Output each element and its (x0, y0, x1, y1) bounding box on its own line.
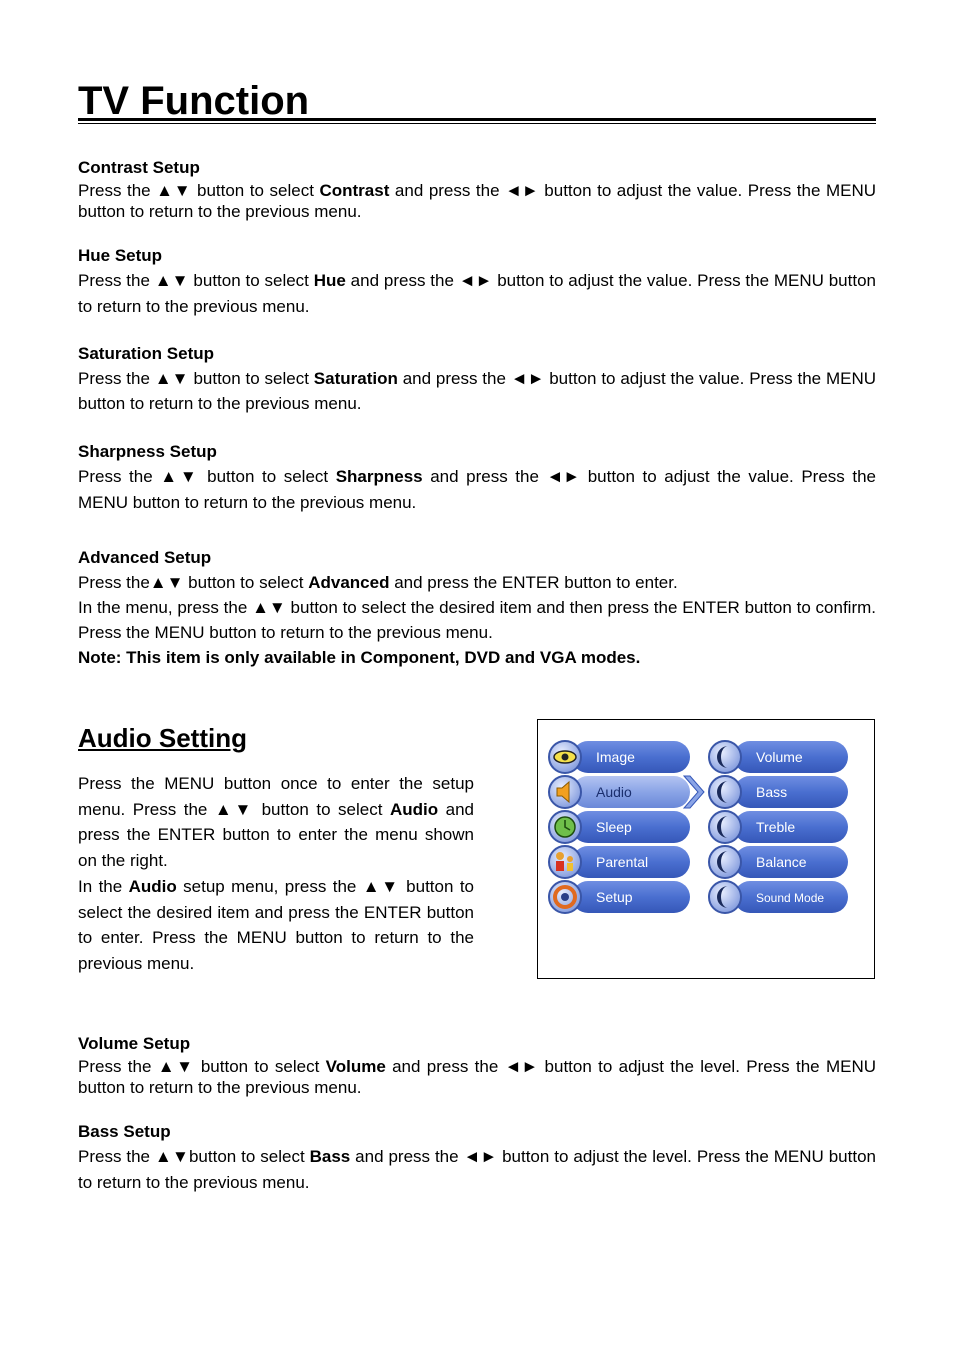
page-title: TV Function (78, 79, 310, 123)
family-icon-body-1 (556, 861, 564, 871)
hue-heading: Hue Setup (78, 246, 163, 265)
volume-heading: Volume Setup (78, 1034, 191, 1053)
submenu-item-volume-label: Volume (756, 749, 803, 765)
submenu-item-treble[interactable] (709, 811, 848, 843)
volume-text-2: and press the ◄► button to adjust the level. Press the MENU button to return to the previous menu. (78, 1057, 876, 1097)
audio-p2-keyword: Audio (128, 876, 177, 896)
contrast-text-1: Press the ▲▼ button to select (78, 181, 320, 200)
contrast-text-2: and press the ◄► button to adjust the value. Press the MENU button to return to the previous menu. (78, 181, 877, 221)
bass-heading: Bass Setup (78, 1122, 171, 1141)
audio-p2-text-2: setup menu, press the ▲▼ button to select the desired item and press the ENTER button to enter. Press the MENU button to return to the previous menu. (78, 876, 474, 973)
advanced-keyword: Advanced (308, 573, 390, 592)
advanced-note: Note: This item is only available in Component, DVD and VGA modes. (78, 648, 641, 667)
volume-keyword: Volume (325, 1057, 386, 1076)
hue-text-2: and press the ◄► button to adjust the value. Press the MENU button to return to the previous menu. (78, 271, 876, 316)
contrast-section (78, 156, 876, 222)
hue-keyword: Hue (313, 271, 346, 290)
advanced-text-2: and press the ENTER button to enter. (389, 573, 678, 592)
audio-heading: Audio Setting (78, 723, 247, 753)
sharpness-text-2: and press the ◄► button to adjust the value. Press the MENU button to return to the previous menu. (78, 467, 877, 512)
eye-icon-pupil (562, 754, 569, 761)
hue-section (78, 244, 876, 320)
submenu-item-bass[interactable] (709, 776, 848, 808)
submenu-item-balance[interactable] (709, 846, 848, 878)
volume-section (78, 1032, 876, 1098)
audio-p1-text-1: Press the MENU button once to enter the setup menu. Press the ▲▼ button to select (78, 774, 474, 819)
advanced-text (78, 570, 876, 595)
family-icon (549, 846, 581, 878)
saturation-text-1: Press the ▲▼ button to select (78, 369, 314, 388)
saturation-text (78, 366, 876, 416)
submenu-item-sound-mode-label: Sound Mode (756, 891, 825, 905)
advanced-heading: Advanced Setup (78, 548, 212, 567)
audio-paragraph-2 (78, 874, 474, 977)
submenu-item-balance-label: Balance (756, 854, 807, 870)
bass-text-2: and press the ◄► button to adjust the level. Press the MENU button to return to the previous menu. (78, 1147, 876, 1192)
submenu-item-sound-mode[interactable] (709, 881, 848, 913)
sharpness-keyword: Sharpness (335, 467, 423, 486)
hue-text-1: Press the ▲▼ button to select (78, 271, 314, 290)
menu-item-setup[interactable] (549, 881, 690, 913)
menu-item-audio-label: Audio (596, 784, 632, 800)
bass-text (78, 1144, 876, 1196)
menu-item-parental[interactable] (549, 846, 690, 878)
hue-text (78, 268, 876, 320)
family-icon-head-2 (567, 856, 573, 862)
contrast-keyword: Contrast (319, 181, 390, 200)
menu-item-image-label: Image (596, 749, 635, 765)
volume-text-1: Press the ▲▼ button to select (78, 1057, 326, 1076)
menu-item-parental-label: Parental (596, 854, 649, 870)
saturation-section (78, 342, 876, 416)
sharpness-text (78, 464, 876, 516)
menu-item-sleep[interactable] (549, 811, 690, 843)
sharpness-text-1: Press the ▲▼ button to select (78, 467, 336, 486)
family-icon-head-1 (556, 852, 564, 860)
saturation-keyword: Saturation (313, 369, 398, 388)
audio-p1-text-2: and press the ENTER button to enter the menu shown on the right. (78, 799, 474, 871)
setup-icon-center (561, 893, 569, 901)
submenu-treble-icon (709, 811, 741, 843)
contrast-text (78, 180, 876, 222)
submenu-item-treble-label: Treble (756, 819, 796, 835)
menu-graphic (538, 720, 874, 978)
audio-p2-text-1: In the (78, 876, 129, 896)
submenu-balance-icon (709, 846, 741, 878)
sharpness-section (78, 440, 876, 516)
audio-description (78, 771, 474, 977)
menu-item-setup-label: Setup (596, 889, 633, 905)
bass-text-1: Press the ▲▼button to select (78, 1147, 310, 1166)
submenu-sound-mode-icon (709, 881, 741, 913)
advanced-text-1: Press the▲▼ button to select (78, 573, 309, 592)
audio-p1-keyword: Audio (389, 799, 439, 819)
bass-section (78, 1120, 876, 1196)
title-rule (78, 118, 876, 124)
menu-item-sleep-label: Sleep (596, 819, 632, 835)
contrast-heading: Contrast Setup (78, 158, 200, 177)
advanced-section (78, 546, 876, 670)
bass-keyword: Bass (309, 1147, 351, 1166)
family-icon-body-2 (567, 863, 573, 871)
submenu-item-bass-label: Bass (756, 784, 788, 800)
audio-menu-screenshot (537, 719, 875, 979)
menu-item-audio[interactable] (549, 776, 690, 808)
volume-text (78, 1056, 876, 1098)
saturation-heading: Saturation Setup (78, 344, 215, 363)
sharpness-heading: Sharpness Setup (78, 442, 217, 461)
menu-item-image[interactable] (549, 741, 690, 773)
submenu-item-bass-bg (734, 776, 848, 808)
submenu-bass-icon (709, 776, 741, 808)
advanced-text-line2: In the menu, press the ▲▼ button to select the desired item and then press the ENTER button to confirm. Press the MENU button to return to the previous menu. (78, 598, 876, 642)
submenu-volume-icon (709, 741, 741, 773)
saturation-text-2: and press the ◄► button to adjust the value. Press the MENU button to return to the previous menu. (78, 369, 876, 413)
audio-paragraph-1 (78, 771, 474, 874)
submenu-item-volume[interactable] (709, 741, 848, 773)
